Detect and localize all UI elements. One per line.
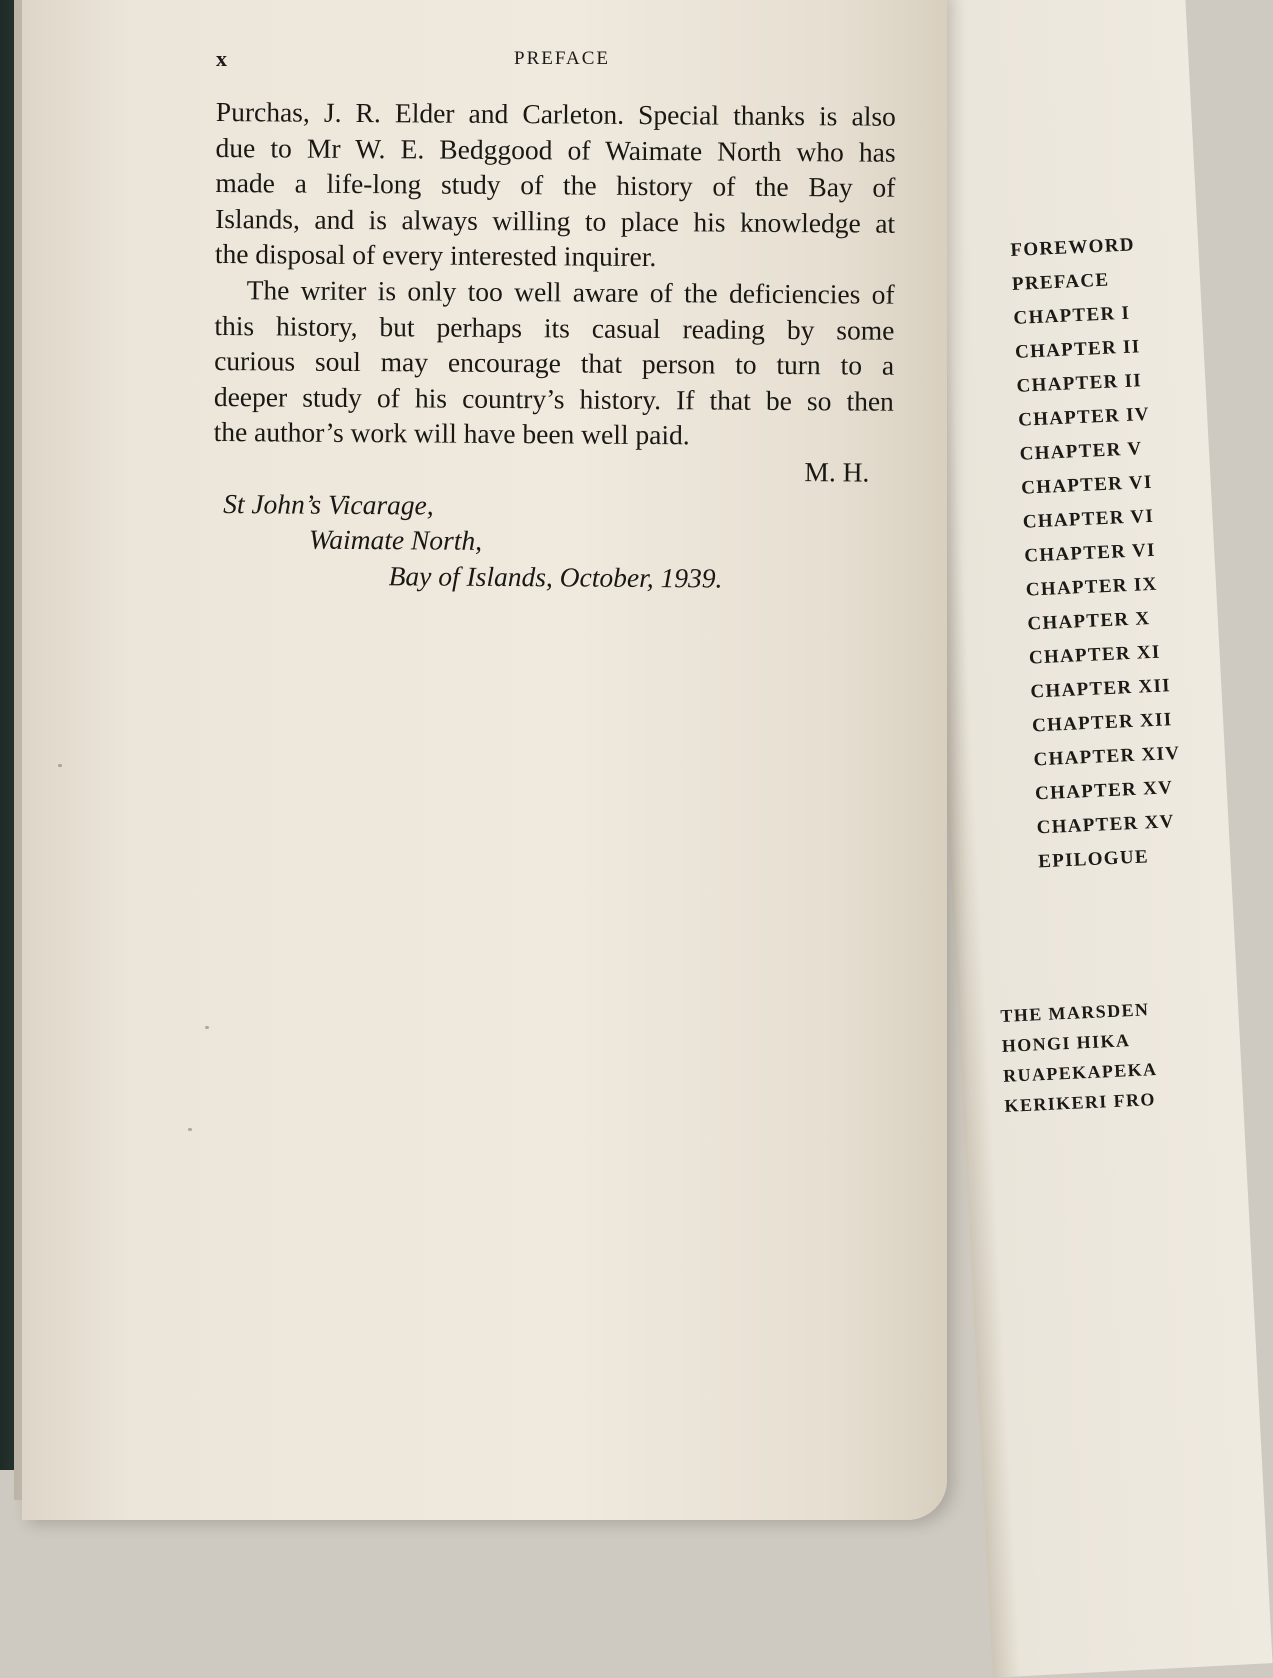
contents-entry: CHAPTER XII	[1030, 675, 1172, 703]
contents-entry: CHAPTER II	[1014, 336, 1141, 363]
paragraph-1-line: made a life-long study of the history of the Bay of	[215, 167, 896, 203]
contents-entry: CHAPTER XIV	[1033, 742, 1181, 771]
contents-entry: CHAPTER V	[1019, 438, 1143, 465]
contents-list	[1010, 233, 1186, 885]
paragraph-1-line: due to Mr W. E. Bedggood of Waimate North who has	[215, 131, 896, 168]
paragraph-2-line: the author’s work will have been well paid.	[213, 416, 690, 451]
contents-entry: CHAPTER XV	[1034, 777, 1174, 805]
contents-entry: CHAPTER XII	[1031, 709, 1173, 737]
paragraph-2-line: deeper study of his country’s history. If that be so then	[213, 380, 894, 417]
contents-entry: CHAPTER II	[1016, 370, 1143, 397]
paragraph-1-line: the disposal of every interested inquirer.	[214, 238, 657, 273]
author-initials: M. H.	[804, 456, 870, 488]
paragraph-2-line: curious soul may encourage that person to turn to a	[214, 345, 895, 381]
paragraph-2-line: this history, but perhaps its casual reading by some	[214, 309, 895, 346]
contents-entry: CHAPTER IX	[1025, 573, 1159, 601]
contents-entry: CHAPTER X	[1026, 608, 1151, 635]
signature-line: Waimate North,	[308, 523, 483, 556]
contents-entry: PREFACE	[1011, 269, 1110, 295]
contents-entry: CHAPTER VI	[1020, 471, 1154, 499]
contents-entry: FOREWORD	[1010, 234, 1136, 261]
contents-entry: CHAPTER IV	[1017, 403, 1151, 431]
illustration-entry: RUAPEKAPEKA	[1002, 1058, 1158, 1086]
paper-speck	[58, 764, 62, 767]
page-number: x	[216, 46, 228, 71]
paragraph-1-line: Islands, and is always willing to place his knowledge at	[215, 202, 896, 239]
illustration-entry: KERIKERI FRO	[1004, 1089, 1157, 1116]
contents-entry: CHAPTER I	[1013, 302, 1131, 329]
contents-entry: EPILOGUE	[1037, 846, 1150, 873]
preface-text	[213, 94, 896, 597]
contents-entry: CHAPTER XI	[1028, 641, 1162, 669]
running-head: PREFACE	[514, 48, 611, 69]
page-header	[216, 46, 896, 76]
show-through-text: ​	[891, 426, 893, 454]
illustrations-list	[1000, 999, 1160, 1126]
paragraph-1-line: Purchas, J. R. Elder and Carleton. Special thanks is also	[215, 95, 896, 132]
illustration-entry: HONGI HIKA	[1001, 1030, 1131, 1056]
contents-entry: CHAPTER XV	[1036, 811, 1176, 839]
illustration-entry: THE MARSDEN	[1000, 999, 1150, 1026]
contents-entry: CHAPTER VI	[1023, 539, 1157, 567]
paragraph-2-line: The writer is only too well aware of the deficiencies of	[246, 274, 895, 310]
paper-speck	[205, 1026, 209, 1029]
contents-entry: CHAPTER VI	[1022, 505, 1155, 533]
paper-speck	[188, 1128, 192, 1131]
signature-line: St John’s Vicarage,	[223, 487, 434, 521]
signature-line: Bay of Islands, October, 1939.	[388, 559, 723, 594]
